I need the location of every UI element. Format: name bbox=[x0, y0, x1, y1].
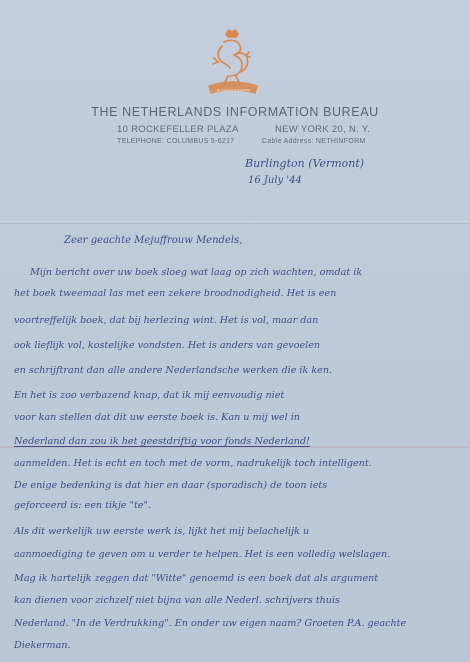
letter-line: Nederland. "In de Verdrukking". En onder uw eigen naam? Groeten P.A. geachte bbox=[14, 618, 407, 629]
letter-line: Mijn bericht over uw boek sloeg wat laag op zich wachten, omdat ik bbox=[30, 267, 363, 278]
letter-line: geforceerd is: een tikje "te". bbox=[14, 500, 151, 511]
letter-line: het boek tweemaal las met een zekere broodnodigheid. Het is een bbox=[14, 288, 337, 299]
letter-line: De enige bedenking is dat hier en daar (sporadisch) de toon iets bbox=[14, 480, 328, 491]
letter-line: Nederland dan zou ik het geestdriftig voor fonds Nederland! bbox=[14, 436, 310, 447]
letter-line: Mag ik hartelijk zeggen dat "Witte" genoemd is een boek dat als argument bbox=[14, 573, 379, 584]
paper-fold bbox=[0, 221, 470, 224]
letter-line: En het is zoo verbazend knap, dat ik mij eenvoudig niet bbox=[14, 390, 285, 401]
letter-line: voor kan stellen dat dit uw eerste boek is. Kan u mij wel in bbox=[14, 412, 300, 423]
letter-line: kan dienen voor zichzelf niet bijna van alle Nederl. schrijvers thuis bbox=[14, 595, 340, 606]
letter-place: Burlington (Vermont) bbox=[245, 157, 365, 170]
letter-date: 16 July '44 bbox=[248, 175, 302, 186]
letter-line: Diekerman. bbox=[14, 640, 71, 651]
letter-line: aanmoediging te geven om u verder te helpen. Het is een volledig welslagen. bbox=[14, 549, 391, 560]
telephone: TELEPHONE: COLUMBUS 5-6217 bbox=[117, 138, 235, 145]
letter-line: aanmelden. Het is echt en toch met de vorm, nadrukelijk toch intelligent. bbox=[14, 458, 372, 469]
salutation: Zeer geachte Mejuffrouw Mendels, bbox=[64, 235, 243, 246]
letter-line: en schrijftrant dan alle andere Nederlandsche werken die ik ken. bbox=[14, 365, 333, 376]
address-street: 10 ROCKEFELLER PLAZA bbox=[117, 124, 239, 135]
cable-address: Cable Address: NETHINFORM bbox=[262, 138, 366, 145]
crest-motto: JE MAINTIENDRAI bbox=[215, 87, 251, 93]
org-name: THE NETHERLANDS INFORMATION BUREAU bbox=[91, 105, 379, 119]
letter-line: ook lieflijk vol, kostelijke vondsten. Het is anders van gevoelen bbox=[14, 340, 321, 351]
letter-line: voortreffelijk boek, dat bij herlezing wint. Het is vol, maar dan bbox=[14, 315, 319, 326]
lion-crest-icon bbox=[206, 28, 260, 98]
address-city: NEW YORK 20, N. Y. bbox=[275, 124, 371, 135]
letter-line: Als dit werkelijk uw eerste werk is, lijkt het mij belachelijk u bbox=[14, 526, 310, 537]
